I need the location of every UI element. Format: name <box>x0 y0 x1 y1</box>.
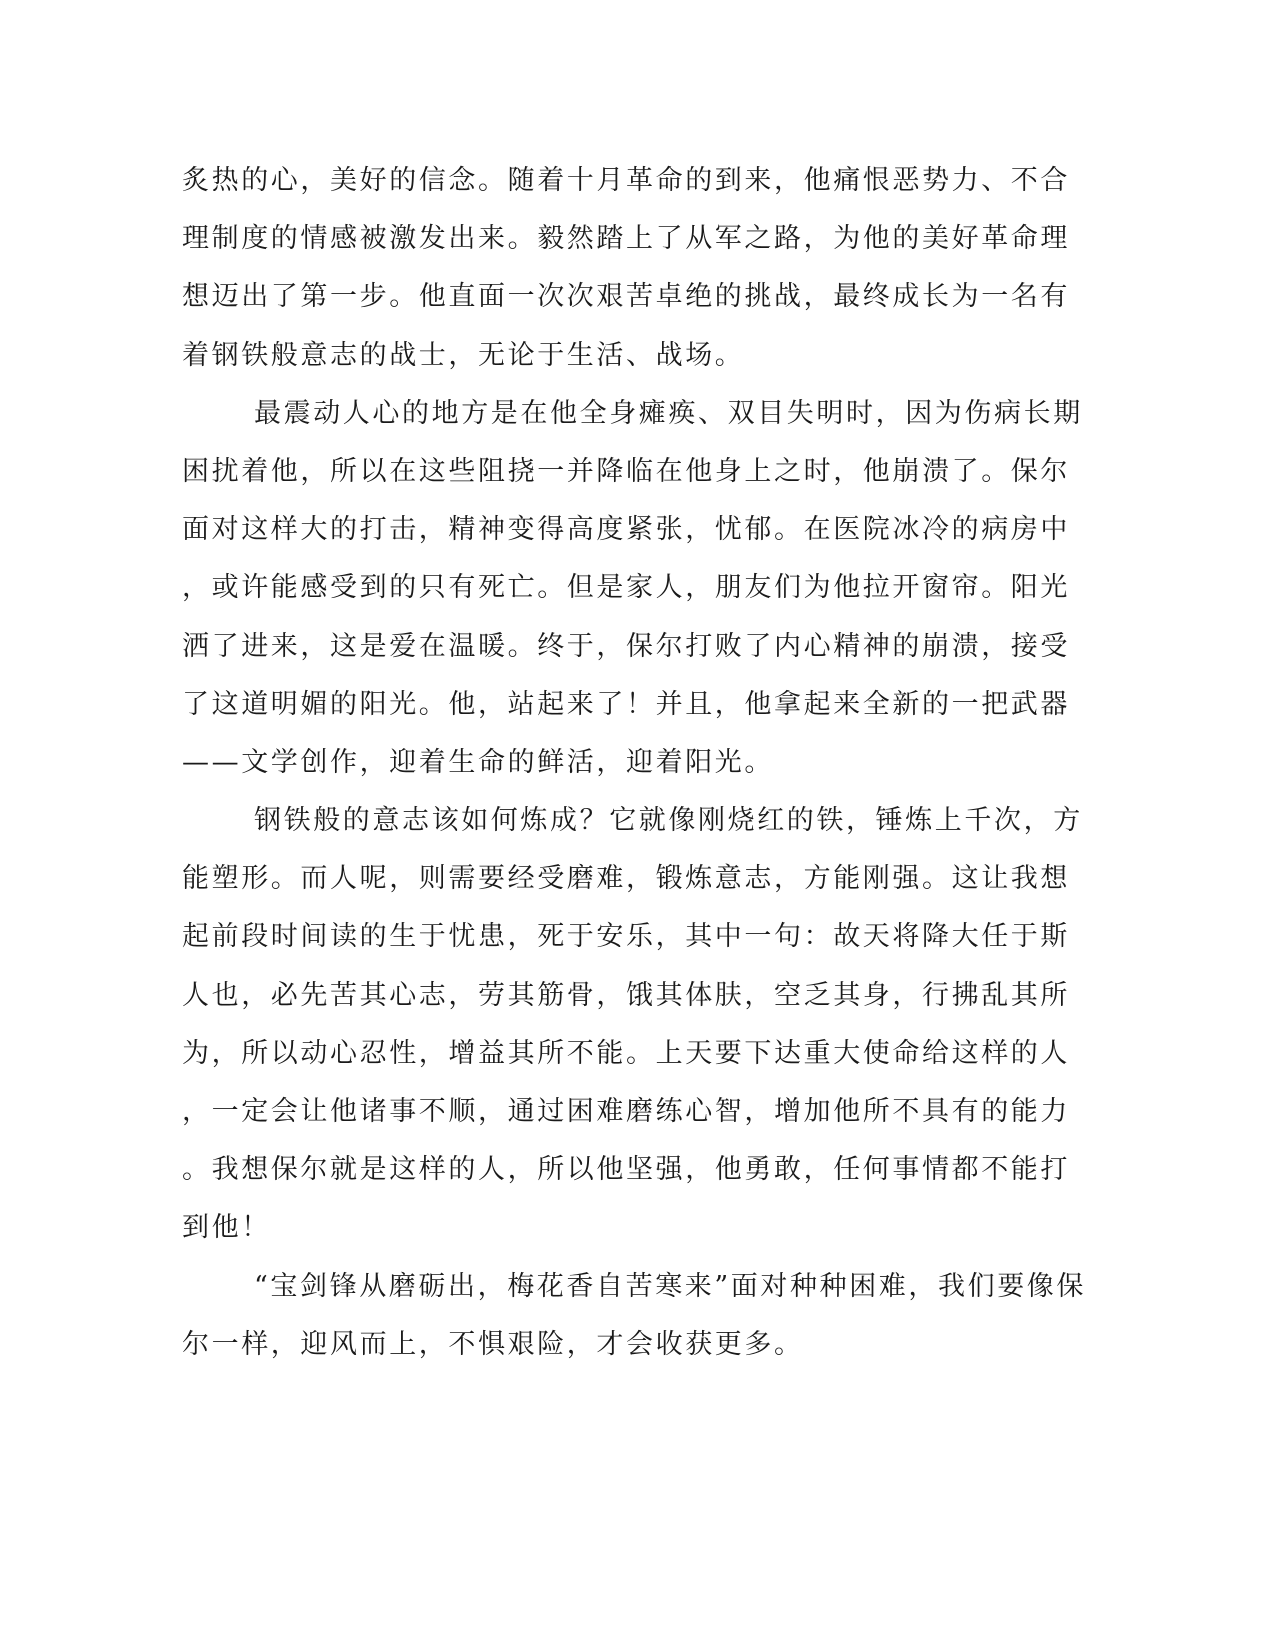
text-line: 为，所以动心忍性，增益其所不能。上天要下达重大使命给这样的人 <box>182 1037 1070 1069</box>
text-line: 着钢铁般意志的战士，无论于生活、战场。 <box>182 339 745 371</box>
text-line: 能塑形。而人呢，则需要经受磨难，锻炼意志，方能刚强。这让我想 <box>182 863 1070 895</box>
paragraph-3 <box>182 792 1083 1258</box>
text-line: “宝剑锋从磨砺出，梅花香自苦寒来”面对种种困难，我们要像保 <box>254 1270 1087 1302</box>
text-line: 困扰着他，所以在这些阻挠一并降临在他身上之时，他崩溃了。保尔 <box>182 455 1070 487</box>
text-line: ——文学创作，迎着生命的鲜活，迎着阳光。 <box>182 746 774 778</box>
body-text <box>182 152 1087 1374</box>
text-line: 起前段时间读的生于忧患，死于安乐，其中一句：故天将降大任于斯 <box>182 921 1070 953</box>
text-line: 炙热的心，美好的信念。随着十月革命的到来，他痛恨恶势力、不合 <box>182 165 1070 196</box>
text-line: 了这道明媚的阳光。他，站起来了！并且，他拿起来全新的一把武器 <box>182 688 1070 720</box>
text-line: 面对这样大的打击，精神变得高度紧张，忧郁。在医院冰冷的病房中 <box>182 514 1070 546</box>
paragraph-1 <box>182 152 1070 385</box>
text-line: 。我想保尔就是这样的人，所以他坚强，他勇敢，任何事情都不能打 <box>182 1154 1070 1186</box>
text-line: 最震动人心的地方是在他全身瘫痪、双目失明时，因为伤病长期 <box>254 397 1083 429</box>
text-line: 想迈出了第一步。他直面一次次艰苦卓绝的挑战，最终成长为一名有 <box>182 281 1070 313</box>
text-line: ，或许能感受到的只有死亡。但是家人，朋友们为他拉开窗帘。阳光 <box>182 572 1070 604</box>
text-line: 人也，必先苦其心志，劳其筋骨，饿其体肤，空乏其身，行拂乱其所 <box>182 979 1070 1011</box>
text-line: 尔一样，迎风而上，不惧艰险，才会收获更多。 <box>182 1328 804 1360</box>
text-line: 钢铁般的意志该如何炼成？它就像刚烧红的铁，锤炼上千次，方 <box>254 805 1083 837</box>
text-line: ，一定会让他诸事不顺，通过困难磨练心智，增加他所不具有的能力 <box>182 1096 1070 1127</box>
paragraph-2 <box>182 385 1083 792</box>
text-line: 理制度的情感被激发出来。毅然踏上了从军之路，为他的美好革命理 <box>182 223 1070 255</box>
paragraph-4 <box>182 1258 1087 1374</box>
text-line: 到他！ <box>182 1212 271 1244</box>
text-line: 洒了进来，这是爱在温暖。终于，保尔打败了内心精神的崩溃，接受 <box>182 630 1070 662</box>
